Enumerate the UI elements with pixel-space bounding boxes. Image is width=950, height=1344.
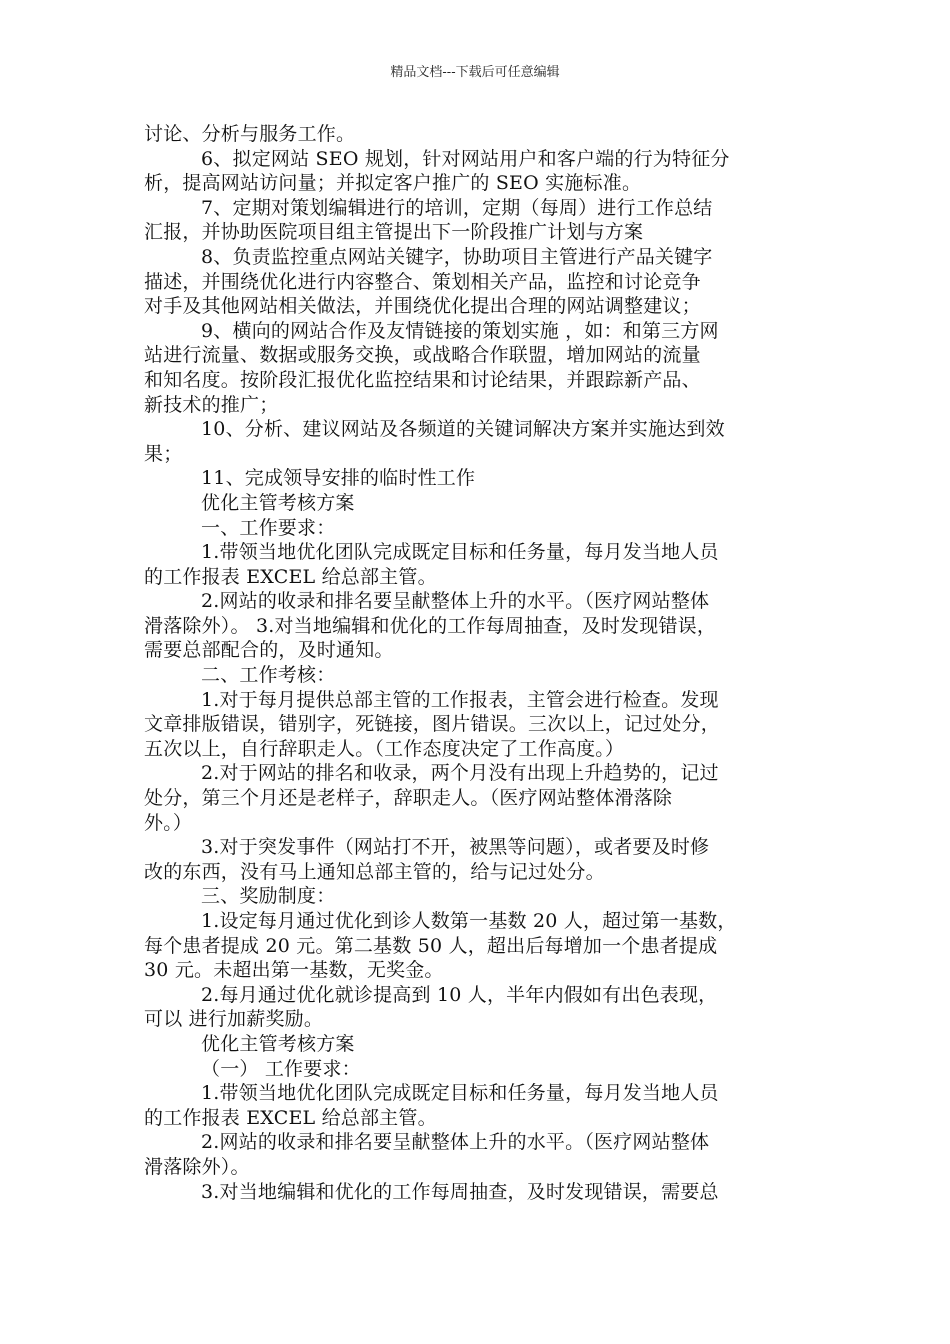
text-line: 每个患者提成 20 元。第二基数 50 人，超出后每增加一个患者提成 <box>144 934 718 957</box>
text-line: 2.每月通过优化就诊提高到 10 人，半年内假如有出色表现， <box>201 983 718 1006</box>
text-line: 3.对于突发事件（网站打不开，被黑等问题），或者要及时修 <box>201 836 710 859</box>
text-line: 一、工作要求： <box>201 516 336 539</box>
text-line: 五次以上，自行辞职走人。（工作态度决定了工作高度。） <box>144 737 625 760</box>
text-line: 2.对于网站的排名和收录，两个月没有出现上升趋势的，记过 <box>201 762 719 785</box>
text-line: 1.设定每月通过优化到诊人数第一基数 20 人，超过第一基数， <box>201 910 737 932</box>
text-line: 新技术的推广； <box>144 393 279 416</box>
text-line: 滑落除外）。 <box>144 1155 250 1178</box>
text-line: （一） 工作要求： <box>201 1057 361 1080</box>
text-line: 文章排版错误，错别字，死链接，图片错误。三次以上，记过处分， <box>144 713 721 736</box>
text-line: 优化主管考核方案 <box>201 1032 355 1055</box>
text-line: 描述，并围绕优化进行内容整合、策划相关产品，监控和讨论竞争 <box>144 270 701 293</box>
text-line: 滑落除外）。 3.对当地编辑和优化的工作每周抽查，及时发现错误， <box>144 614 717 637</box>
text-line: 汇报，并协助医院项目组主管提出下一阶段推广计划与方案 <box>144 221 644 244</box>
text-line: 改的东西，没有马上通知总部主管的，给与记过处分。 <box>144 860 605 883</box>
document-body <box>144 122 810 1204</box>
text-line: 和知名度。按阶段汇报优化监控结果和讨论结果，并跟踪新产品、 <box>144 368 701 391</box>
text-line: 的工作报表 EXCEL 给总部主管。 <box>144 565 437 588</box>
text-line: 优化主管考核方案 <box>201 491 355 514</box>
text-line: 1.带领当地优化团队完成既定目标和任务量，每月发当地人员 <box>201 1082 719 1105</box>
text-line: 的工作报表 EXCEL 给总部主管。 <box>144 1106 437 1129</box>
text-line: 1.带领当地优化团队完成既定目标和任务量，每月发当地人员 <box>201 541 719 564</box>
text-line: 1.对于每月提供总部主管的工作报表，主管会进行检查。发现 <box>201 688 719 711</box>
text-line: 讨论、分析与服务工作。 <box>144 123 356 145</box>
text-line: 8、负责监控重点网站关键字，协助项目主管进行产品关键字 <box>201 245 713 268</box>
text-line: 站进行流量、数据或服务交换，或战略合作联盟，增加网站的流量 <box>144 344 701 367</box>
text-line: 2.网站的收录和排名要呈献整体上升的水平。（医疗网站整体 <box>201 590 710 613</box>
text-line: 需要总部配合的，及时通知。 <box>144 639 394 662</box>
text-line: 三、奖励制度： <box>201 885 336 908</box>
text-line: 外。） <box>144 811 193 834</box>
text-line: 3.对当地编辑和优化的工作每周抽查，及时发现错误，需要总 <box>201 1180 719 1203</box>
text-line: 6、拟定网站 SEO 规划，针对网站用户和客户端的行为特征分 <box>201 147 730 170</box>
text-line: 可以 进行加薪奖励。 <box>144 1008 324 1031</box>
text-line: 二、工作考核： <box>201 664 336 687</box>
text-line: 果； <box>144 442 183 465</box>
text-line: 7、定期对策划编辑进行的培训，定期（每周）进行工作总结 <box>201 196 713 219</box>
text-line: 处分，第三个月还是老样子，辞职走人。（医疗网站整体滑落除 <box>144 787 673 810</box>
text-line: 11、完成领导安排的临时性工作 <box>201 467 476 490</box>
page-header: 精品文档---下载后可任意编辑 <box>390 65 560 80</box>
text-line: 10、分析、建议网站及各频道的关键词解决方案并实施达到效 <box>201 418 725 441</box>
text-line: 2.网站的收录和排名要呈献整体上升的水平。（医疗网站整体 <box>201 1131 710 1154</box>
text-line: 30 元。未超出第一基数，无奖金。 <box>144 959 444 982</box>
text-line: 对手及其他网站相关做法，并围绕优化提出合理的网站调整建议； <box>144 295 701 318</box>
text-line: 析，提高网站访问量；并拟定客户推广的 SEO 实施标准。 <box>144 172 642 195</box>
text-line: 9、横向的网站合作及友情链接的策划实施 ，如：和第三方网 <box>201 319 719 342</box>
